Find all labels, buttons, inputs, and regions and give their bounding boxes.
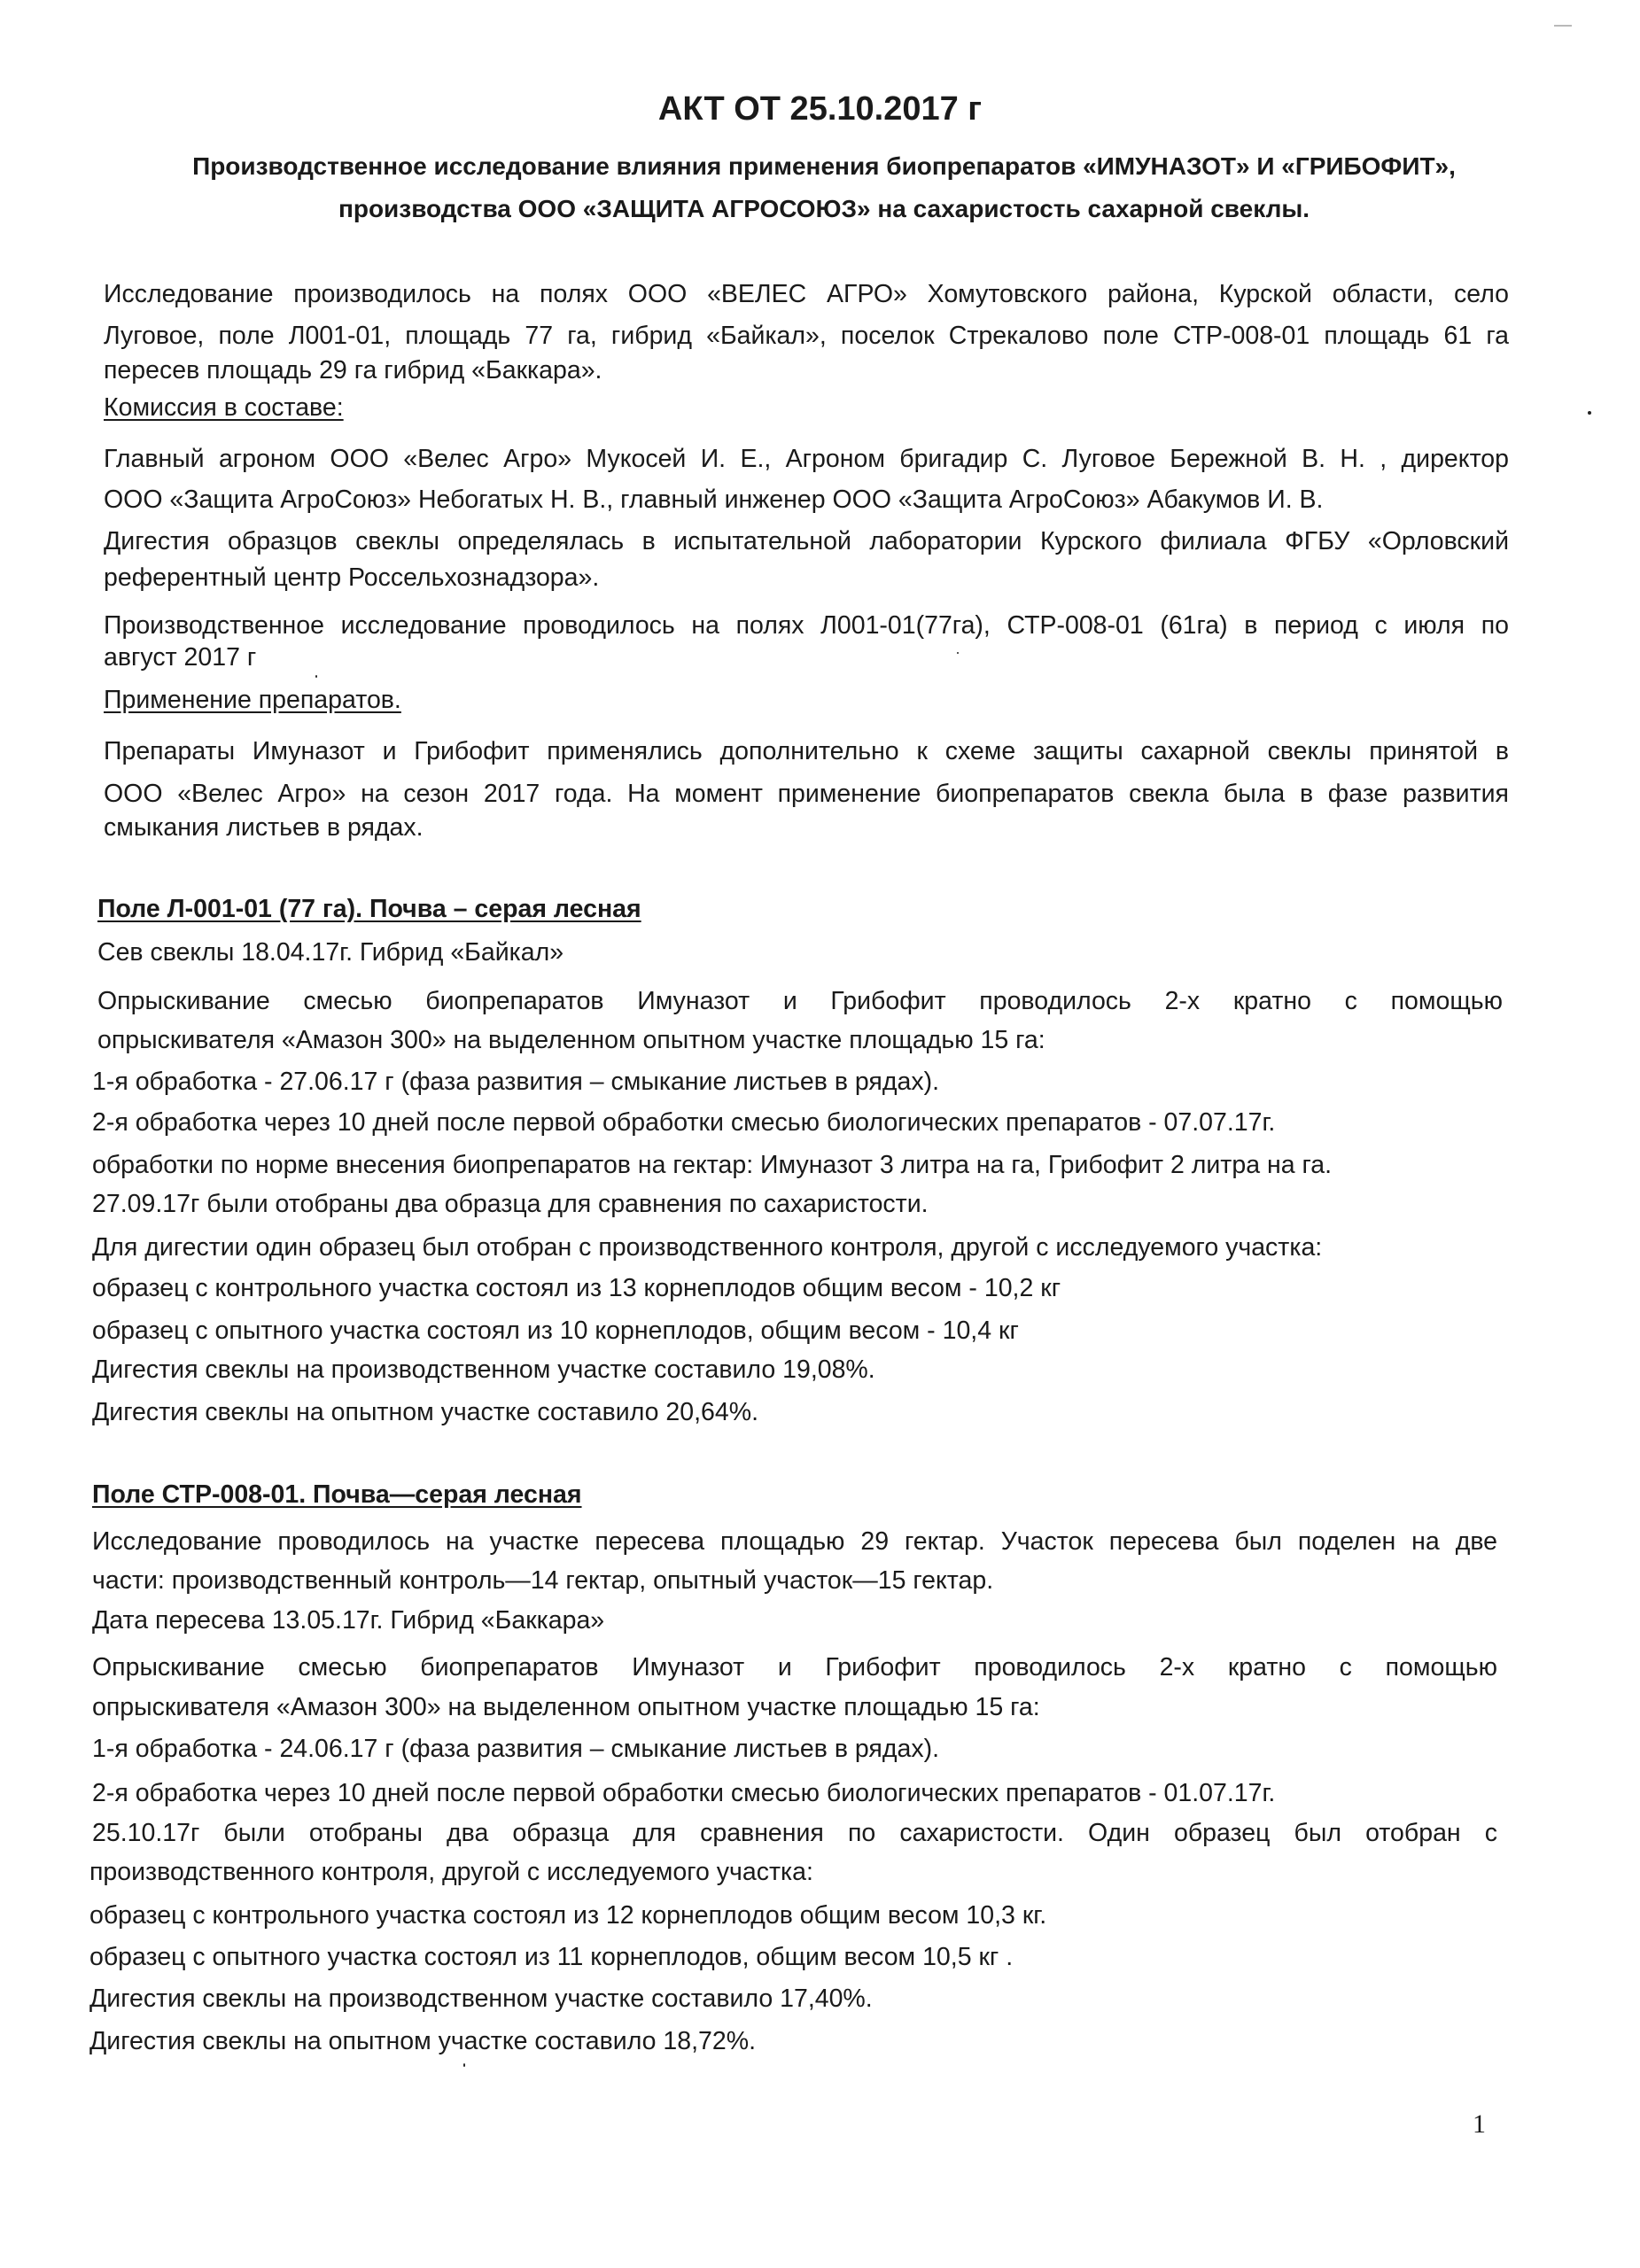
field1-line: обработки по норме внесения биопрепаратов на гектар: Имуназот 3 литра на га, Грибофит 2 литра на га. <box>92 1151 1333 1179</box>
page-number: 1 <box>1473 2109 1486 2139</box>
commission-line: референтный центр Россельхознадзора». <box>104 563 600 592</box>
document-title: АКТ ОТ 25.10.2017 г <box>657 90 983 128</box>
scan-speck <box>1588 411 1591 415</box>
field2-line: образец с опытного участка состоял из 11 корнеплодов, общим весом 10,5 кг . <box>89 1943 1014 1971</box>
intro-line: Исследование производилось на полях ООО «ВЕЛЕС АГРО» Хомутовского района, Курской области, село <box>104 280 1509 308</box>
field1-line: 1-я обработка - 27.06.17 г (фаза развития – смыкание листьев в рядах). <box>92 1068 939 1096</box>
field2-line: Опрыскивание смесью биопрепаратов Имуназот и Грибофит проводилось 2-х кратно с помощью <box>92 1653 1497 1682</box>
field1-line: образец с опытного участка состоял из 10 корнеплодов, общим весом - 10,4 кг <box>92 1317 1019 1345</box>
field1-line: 27.09.17г были отобраны два образца для сравнения по сахаристости. <box>92 1190 929 1218</box>
field1-line: Опрыскивание смесью биопрепаратов Имуназот и Грибофит проводилось 2-х кратно с помощью <box>97 987 1503 1015</box>
commission-line: Главный агроном ООО «Велес Агро» Мукосей И. Е., Агроном бригадир С. Луговое Бережной В. Н. , директор <box>104 445 1509 473</box>
field1-line: Сев свеклы 18.04.17г. Гибрид «Байкал» <box>97 938 564 967</box>
scan-corner-mark <box>1554 25 1572 27</box>
field1-line: Дигестия свеклы на опытном участке составило 20,64%. <box>92 1398 759 1426</box>
scan-speck <box>463 2063 465 2067</box>
field2-line: части: производственный контроль—14 гектар, опытный участок—15 гектар. <box>92 1566 994 1595</box>
field1-heading: Поле Л-001-01 (77 га). Почва – серая лесная <box>97 895 641 923</box>
application-line: Препараты Имуназот и Грибофит применялись дополнительно к схеме защиты сахарной свеклы принятой в <box>104 737 1509 765</box>
scan-speck <box>315 675 317 678</box>
field2-line: Дигестия свеклы на опытном участке составило 18,72%. <box>89 2027 757 2055</box>
field2-line: производственного контроля, другой с исследуемого участка: <box>89 1858 813 1886</box>
intro-line: Луговое, поле Л001-01, площадь 77 га, гибрид «Байкал», поселок Стрекалово поле СТР-008-01 площадь 61 га <box>104 322 1509 350</box>
document-subtitle <box>133 145 1515 230</box>
field1-line: 2-я обработка через 10 дней после первой обработки смесью биологических препаратов - 07.07.17г. <box>92 1108 1276 1137</box>
field2-line: Дигестия свеклы на производственном участке составило 17,40%. <box>89 1984 873 2013</box>
commission-line: ООО «Защита АгроСоюз» Небогатых Н. В., главный инженер ООО «Защита АгроСоюз» Абакумов И. В. <box>104 485 1324 514</box>
field2-line: Дата пересева 13.05.17г. Гибрид «Баккара» <box>92 1606 605 1635</box>
field2-line: опрыскивателя «Амазон 300» на выделенном опытном участке площадью 15 га: <box>92 1693 1040 1721</box>
application-line: ООО «Велес Агро» на сезон 2017 года. На момент применение биопрепаратов свекла была в фазе развития <box>104 780 1509 808</box>
subtitle-line: Производственное исследование влияния применения биопрепаратов «ИМУНАЗОТ» И «ГРИБОФИТ», <box>192 152 1456 180</box>
application-line: смыкания листьев в рядах. <box>104 813 424 842</box>
commission-line: Дигестия образцов свеклы определялась в испытательной лаборатории Курского филиала ФГБУ «Орловский <box>104 527 1509 555</box>
intro-line: пересев площадь 29 га гибрид «Баккара». <box>104 356 602 384</box>
commission-line: август 2017 г <box>104 643 257 672</box>
field1-line: Для дигестии один образец был отобран с производственного контроля, другой с исследуемого участка: <box>92 1233 1323 1262</box>
scan-speck <box>957 652 959 654</box>
field1-line: образец с контрольного участка состоял из 13 корнеплодов общим весом - 10,2 кг <box>92 1274 1061 1302</box>
field2-line: 1-я обработка - 24.06.17 г (фаза развития – смыкание листьев в рядах). <box>92 1735 939 1763</box>
commission-line: Производственное исследование проводилось на полях Л001-01(77га), СТР-008-01 (61га) в период с июля по <box>104 611 1509 640</box>
field1-line: Дигестия свеклы на производственном участке составило 19,08%. <box>92 1355 875 1384</box>
commission-heading: Комиссия в составе: <box>104 393 344 422</box>
field2-line: 25.10.17г были отобраны два образца для сравнения по сахаристости. Один образец был отобран с <box>92 1819 1497 1847</box>
field1-line: опрыскивателя «Амазон 300» на выделенном опытном участке площадью 15 га: <box>97 1026 1045 1054</box>
field2-line: Исследование проводилось на участке пересева площадью 29 гектар. Участок пересева был поделен на две <box>92 1527 1497 1556</box>
field2-line: образец с контрольного участка состоял из 12 корнеплодов общим весом 10,3 кг. <box>89 1901 1047 1930</box>
field2-heading: Поле СТР-008-01. Почва—серая лесная <box>92 1480 582 1509</box>
field2-line: 2-я обработка через 10 дней после первой обработки смесью биологических препаратов - 01.07.17г. <box>92 1779 1276 1807</box>
subtitle-line: производства ООО «ЗАЩИТА АГРОСОЮЗ» на сахаристость сахарной свеклы. <box>338 195 1310 222</box>
application-heading: Применение препаратов. <box>104 686 401 714</box>
